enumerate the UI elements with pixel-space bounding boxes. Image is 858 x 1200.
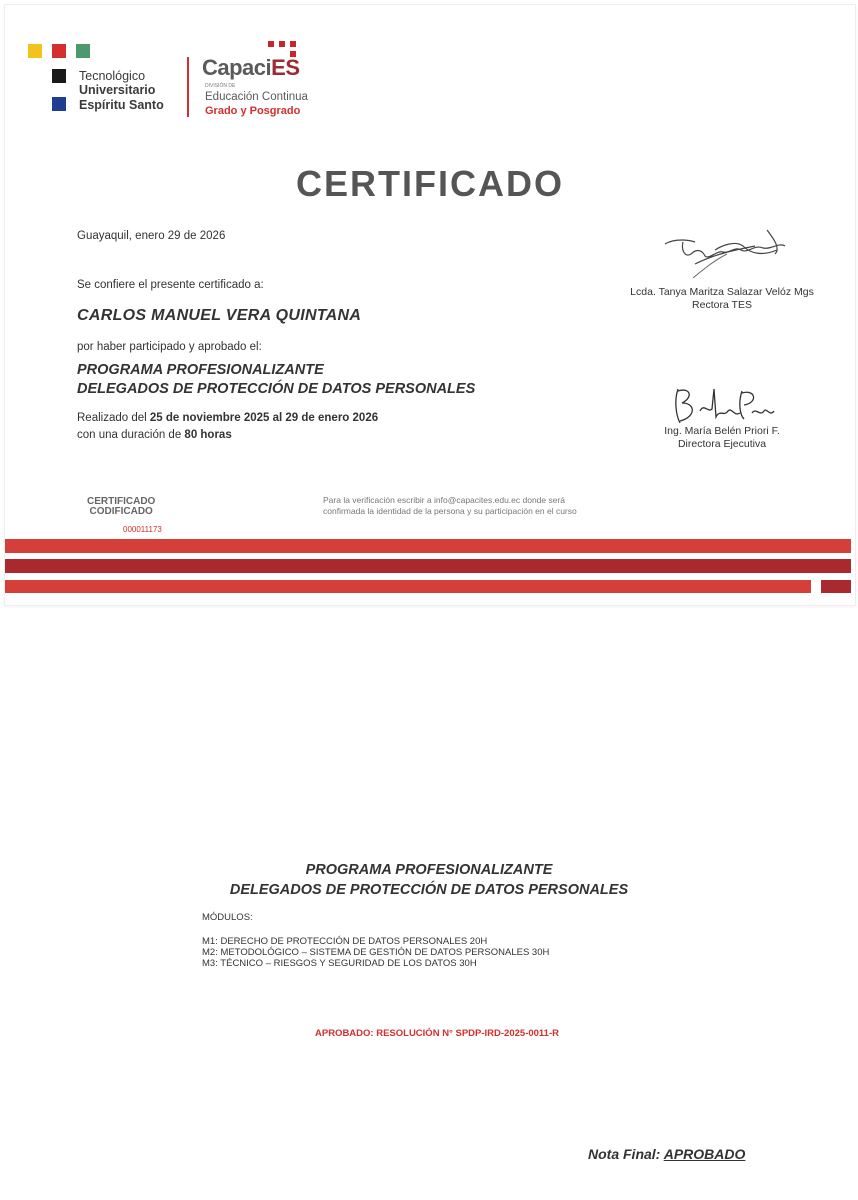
logo-square-yellow	[28, 44, 42, 58]
final-grade-label: Nota Final:	[588, 1146, 664, 1162]
footer-band-3	[5, 580, 811, 593]
director-name: Ing. María Belén Priori F.	[664, 425, 780, 437]
logo-square-blue	[52, 97, 66, 111]
module-item: M1: DERECHO DE PROTECCIÓN DE DATOS PERSONALES 20H	[202, 936, 488, 947]
program-line2: DELEGADOS DE PROTECCIÓN DE DATOS PERSONALES	[77, 381, 476, 397]
rector-signature	[655, 220, 795, 290]
codificado-label	[87, 497, 155, 517]
capaci-text: Capaci	[202, 55, 272, 80]
modules-program-line1: PROGRAMA PROFESIONALIZANTE	[305, 862, 553, 878]
conferred-text: Se confiere el presente certificado a:	[77, 279, 264, 291]
verification-line2: confirmada la identidad de la persona y su participación en el curso	[323, 506, 577, 516]
director-signature	[670, 383, 780, 427]
footer-band-2	[5, 559, 851, 573]
es-text: ES	[271, 55, 300, 80]
codificado-line2: CODIFICADO	[89, 506, 153, 517]
logo-text-line3: Espíritu Santo	[79, 98, 164, 112]
educacion-label: Educación Continua	[205, 91, 308, 103]
capacites-wordmark	[202, 55, 300, 81]
program-line1: PROGRAMA PROFESIONALIZANTE	[77, 362, 324, 378]
verification-text	[323, 495, 577, 517]
realizado-text	[77, 412, 378, 424]
division-label: DIVISIÓN DE	[205, 83, 236, 89]
program-title	[77, 361, 475, 399]
modules-page	[4, 614, 854, 1196]
footer-band-3-end	[821, 580, 851, 593]
final-grade	[588, 1146, 745, 1162]
module-item: M3: TÉCNICO – RIESGOS Y SEGURIDAD DE LOS DATOS 30H	[202, 958, 477, 969]
logo-square-red	[52, 44, 66, 58]
participation-text: por haber participado y aprobado el:	[77, 341, 262, 353]
rector-name-block	[617, 286, 827, 312]
duracion-text	[77, 429, 232, 441]
rector-name: Lcda. Tanya Maritza Salazar Velóz Mgs	[630, 286, 814, 298]
logo-grid-square	[279, 41, 285, 47]
duracion-hours: 80 horas	[184, 429, 232, 441]
modules-program-title	[4, 860, 854, 900]
grado-label: Grado y Posgrado	[205, 105, 301, 117]
realizado-prefix: Realizado del	[77, 412, 150, 424]
modulos-label: MÓDULOS:	[202, 912, 253, 923]
modules-list	[202, 936, 549, 969]
codificado-line1: CERTIFICADO	[87, 496, 156, 507]
logo-divider	[187, 57, 189, 117]
logo-text-line2: Universitario	[79, 83, 156, 97]
certificate-title: CERTIFICADO	[296, 163, 564, 204]
approval-resolution: APROBADO: RESOLUCIÓN N° SPDP-IRD-2025-0011-R	[315, 1028, 559, 1039]
footer-band-1	[5, 539, 851, 553]
module-item: M2: METODOLÓGICO – SISTEMA DE GESTIÓN DE DATOS PERSONALES 30H	[202, 947, 550, 958]
verification-line1: Para la verificación escribir a info@capacites.edu.ec donde será	[323, 495, 566, 505]
final-grade-value: APROBADO	[663, 1146, 746, 1162]
certificate-page	[4, 4, 856, 606]
logo-text-line1: Tecnológico	[79, 69, 146, 83]
logo-grid-square	[268, 41, 274, 47]
place-date: Guayaquil, enero 29 de 2026	[77, 230, 226, 242]
modules-program-line2: DELEGADOS DE PROTECCIÓN DE DATOS PERSONALES	[229, 882, 629, 898]
director-title: Directora Ejecutiva	[677, 438, 767, 450]
realizado-dates: 25 de noviembre 2025 al 29 de enero 2026	[149, 412, 379, 424]
logo-square-green	[76, 44, 90, 58]
duracion-prefix: con una duración de	[77, 429, 185, 441]
logo-square-black	[52, 69, 66, 83]
certificate-code: 000011173	[123, 525, 162, 534]
logo-grid-square	[290, 41, 296, 47]
director-name-block	[617, 425, 827, 451]
recipient-name: CARLOS MANUEL VERA QUINTANA	[77, 307, 362, 324]
rector-title: Rectora TES	[692, 299, 752, 311]
